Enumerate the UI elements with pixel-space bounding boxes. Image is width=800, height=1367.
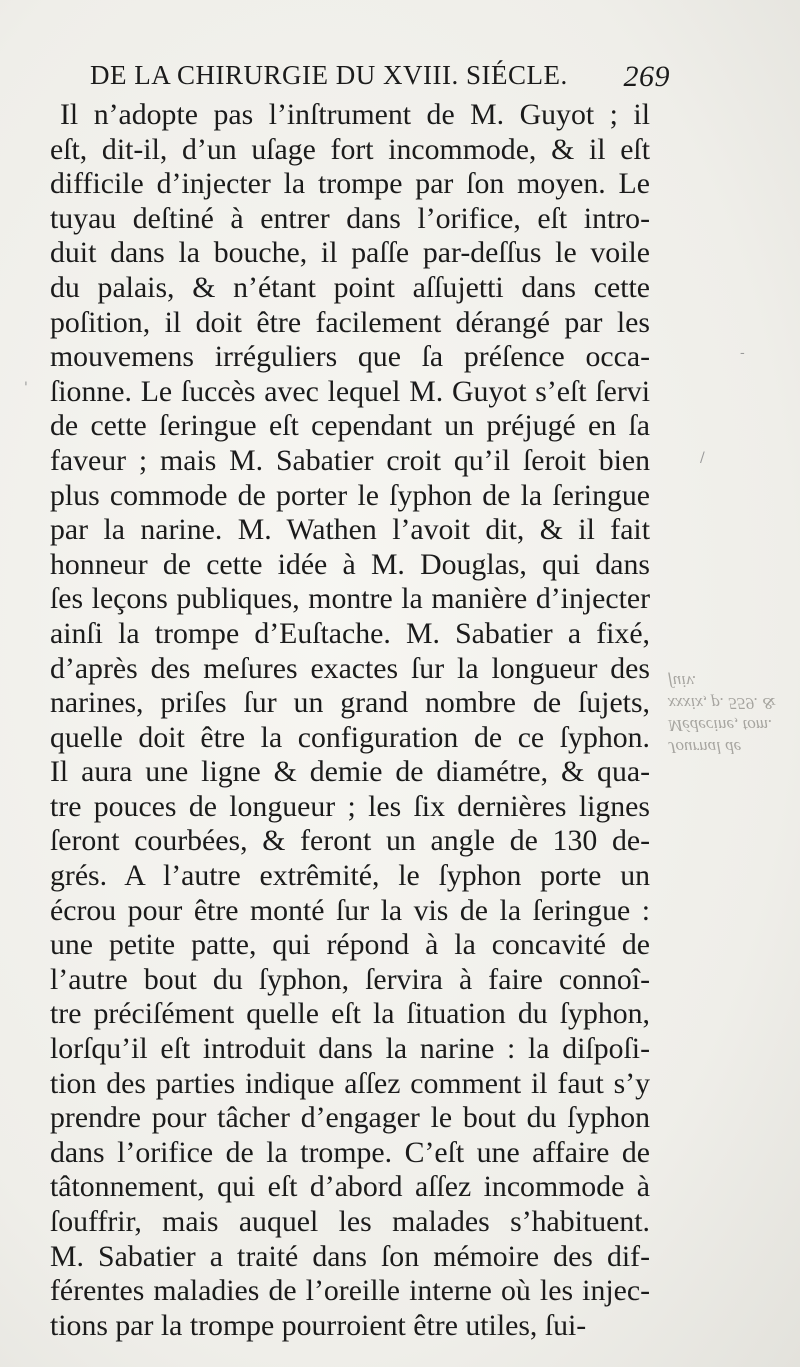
text-line: tions par la trompe pourroient être utiles, ſui- <box>50 1308 587 1342</box>
ink-speck: - <box>740 345 745 361</box>
text-line: tre préciſément quelle eſt la ſituation du ſyphon, <box>50 997 650 1031</box>
text-line: plus commode de porter le ſyphon de la ſeringue <box>50 478 650 512</box>
margin-note-bleedthrough: Journal de Médecine, tom. xxxix, p. 559. & ſuiv. <box>668 672 776 757</box>
text-line: poſition, il doit être facilement dérangé par les <box>50 305 650 339</box>
text-line: écrou pour être monté ſur la vis de la ſeringue : <box>50 893 650 927</box>
text-line: ainſi la trompe d’Euſtache. M. Sabatier a fixé, <box>50 616 650 650</box>
text-line: d’après des meſures exactes ſur la longueur des <box>50 651 650 685</box>
text-line: tâtonnement, qui eſt d’abord aſſez incommode à <box>50 1170 650 1204</box>
text-line: M. Sabatier a traité dans ſon mémoire des dif- <box>50 1239 650 1273</box>
ink-speck: ' <box>24 380 28 396</box>
text-line: duit dans la bouche, il paſſe par-deſſus le voile <box>50 236 650 270</box>
running-title: DE LA CHIRURGIE DU XVIII. SIÉCLE. <box>90 60 568 90</box>
text-line: faveur ; mais M. Sabatier croit qu’il ſeroit bien <box>50 443 650 477</box>
text-line: par la narine. M. Wathen l’avoit dit, & il fait <box>50 513 650 547</box>
text-line: une petite patte, qui répond à la concavité de <box>50 928 650 962</box>
text-line: ſionne. Le ſuccès avec lequel M. Guyot s’eſt ſervi <box>50 374 650 408</box>
text-line: narines, priſes ſur un grand nombre de ſujets, <box>50 686 650 720</box>
text-line: férentes maladies de l’oreille interne où les injec- <box>50 1274 650 1308</box>
text-line: de cette ſeringue eſt cependant un préjugé en ſa <box>50 409 650 443</box>
page-number: 269 <box>623 60 670 93</box>
text-line: mouvemens irréguliers que ſa préſence occa- <box>50 340 650 374</box>
text-line: tre pouces de longueur ; les ſix dernières lignes <box>50 789 650 823</box>
text-line: eſt, dit-il, d’un uſage fort incommode, & il eſt <box>50 132 650 166</box>
text-line: quelle doit être la configuration de ce ſyphon. <box>50 720 650 754</box>
body-text <box>50 98 650 1343</box>
text-line: lorſqu’il eſt introduit dans la narine : la diſpoſi- <box>50 1032 650 1066</box>
text-line: grés. A l’autre extrêmité, le ſyphon porte un <box>50 859 650 893</box>
text-line: ſes leçons publiques, montre la manière d’injecter <box>50 582 650 616</box>
text-line: ſeront courbées, & feront un angle de 130 de- <box>50 824 650 858</box>
text-line: tuyau deſtiné à entrer dans l’orifice, eſt intro- <box>50 201 650 235</box>
text-line: Il aura une ligne & demie de diamétre, & qua- <box>50 755 650 789</box>
ink-speck: / <box>700 450 705 466</box>
text-line: l’autre bout du ſyphon, ſervira à faire connoî- <box>50 962 650 996</box>
text-line: honneur de cette idée à M. Douglas, qui dans <box>50 547 650 581</box>
text-line: du palais, & n’étant point aſſujetti dans cette <box>50 270 650 304</box>
text-line: tion des parties indique aſſez comment il faut s’y <box>50 1066 650 1100</box>
text-line: Il n’adopte pas l’inſtrument de M. Guyot ; il <box>60 98 650 131</box>
text-line: dans l’orifice de la trompe. C’eſt une affaire de <box>50 1135 650 1169</box>
running-header <box>90 60 670 91</box>
text-line: difficile d’injecter la trompe par ſon moyen. Le <box>50 167 650 201</box>
text-line: ſouffrir, mais auquel les malades s’habituent. <box>50 1205 650 1238</box>
text-line: prendre pour tâcher d’engager le bout du ſyphon <box>50 1101 650 1135</box>
